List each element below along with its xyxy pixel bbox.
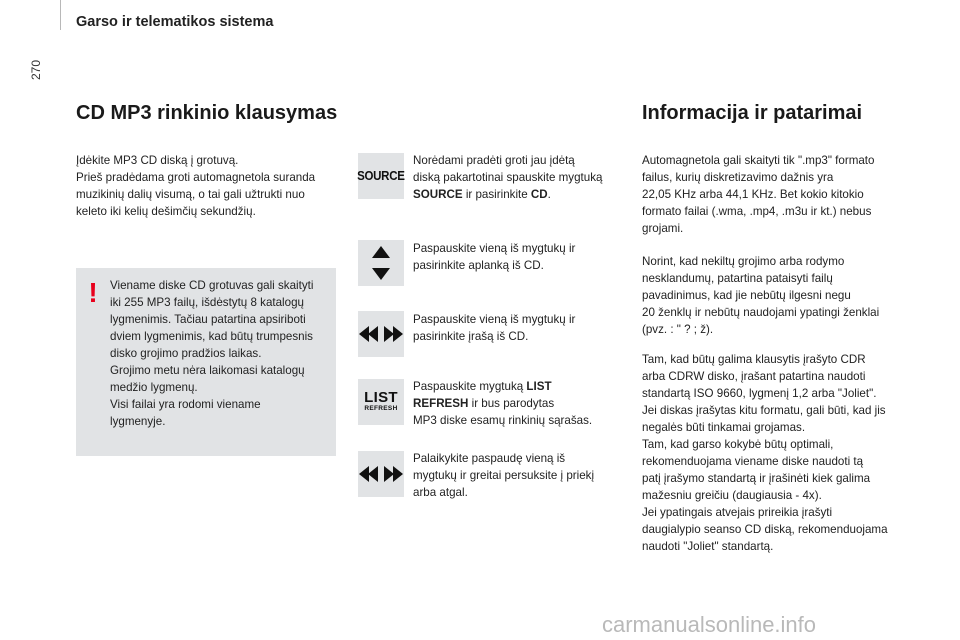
section-title-cd-mp3: CD MP3 rinkinio klausymas [76, 102, 338, 124]
up-down-arrows-icon [358, 240, 404, 286]
step-fast-search: Palaikykite paspaudę vieną iš mygtukų ir greitai persuksite į priekį arba atgal. [413, 452, 595, 499]
previous-next-icon [358, 311, 404, 357]
step-source: Norėdami pradėti groti jau įdėtą diską pakartotinai spauskite mygtuką SOURCE ir pasirinkite CD. [413, 154, 603, 201]
info-paragraph-2: Norint, kad nekiltų grojimo arba rodymo nesklandumų, patartina pataisyti failų pavadinimus, kad jie nebūtų ilgesni negu 20 ženklų ir nebūtų naudojami ypatingi ženklai (pvz. : " ? ; ž). [642, 255, 880, 336]
intro-paragraph: Įdėkite MP3 CD diską į grotuvą. Prieš pradėdama groti automagnetola suranda muzikinių dalių visumą, o tai gali užtrukti nuo keleto iki kelių dešimčių sekundžių. [76, 154, 316, 218]
info-paragraph-1: Automagnetola gali skaityti tik ".mp3" formato failus, kurių diskretizavimo dažnis yra 22,05 KHz arba 44,1 KHz. Bet kokio kitokio formato failai (.wma, .mp4, .m3u ir kt.) nebus grojami. [642, 154, 875, 235]
warning-text: Viename diske CD grotuvas gali skaityti iki 255 MP3 failų, išdėstytų 8 katalogų lygmenimis. Tačiau patartina apsiriboti dviem lygmenimis, kad būtų trumpesnis disko grojimo pradžios laikas. Grojimo metu nėra laikomasi katalogų medžio lygmenų. Visi failai yra rodomi viename lygmenyje. [110, 279, 314, 428]
step-list-refresh: Paspauskite mygtuką LIST REFRESH ir bus parodytas MP3 diske esamų rinkinių sąrašas. [413, 380, 593, 427]
step-track: Paspauskite vieną iš mygtukų ir pasirinkite įrašą iš CD. [413, 313, 576, 343]
section-header: Garso ir telematikos sistema [76, 14, 274, 30]
info-paragraph-3: Tam, kad būtų galima klausytis įrašyto CDR arba CDRW disko, įrašant patartina naudoti standartą ISO 9660, lygmenį 1,2 arba "Joliet". Jei diskas įrašytas kitu formatu, gali būti, kad jis negalės būti tinkamai grojamas. Tam, kad garso kokybė būtų optimali, rekomenduojama viename diske naudoti tą patį įrašymo standartą ir įrašinėti kiek galima mažesniu greičiu (daugiausia - 4x). Jei ypatingais atvejais prireikia įrašyti daugialypio seanso CD diską, rekomenduojama naudoti "Joliet" standartą. [642, 353, 888, 553]
page-number: 270 [29, 59, 43, 81]
list-refresh-button-icon: LIST REFRESH [358, 379, 404, 425]
source-button-icon: SOURCE [358, 153, 404, 199]
step-folder: Paspauskite vieną iš mygtukų ir pasirinkite aplanką iš CD. [413, 242, 576, 272]
section-title-info: Informacija ir patarimai [642, 102, 863, 124]
exclamation-icon: ! [88, 277, 98, 308]
previous-next-icon [358, 451, 404, 497]
header-divider [60, 0, 61, 30]
watermark: carmanualsonline.info [602, 612, 817, 637]
